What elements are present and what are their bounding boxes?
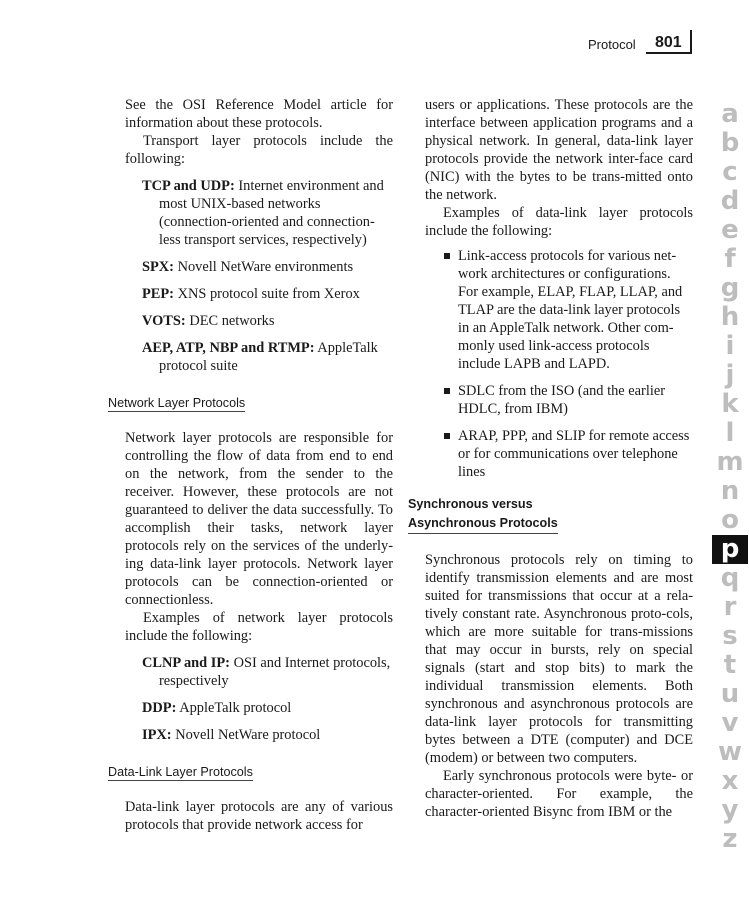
index-letter-c[interactable]: c [722,157,738,187]
definition-desc: XNS protocol suite from Xerox [177,286,360,302]
header-rule-horizontal [646,52,692,54]
index-letter-s[interactable]: s [722,621,738,651]
index-letter-i[interactable]: i [725,331,735,361]
index-letter-l[interactable]: l [725,418,735,448]
section-heading-text: Data-Link Layer Protocols [108,765,253,779]
index-letter-n[interactable]: n [720,476,740,506]
definition-desc: Novell NetWare protocol [175,727,321,743]
datalink-continued-paragraph: users or applications. These protocols are the interface between application programs and a physical network. In general, data-link layer protocols provide the network inter-face card (NIC) with the bytes to be trans-mitted onto the network. [425,97,693,203]
index-letter-y[interactable]: y [721,795,739,825]
left-column [108,96,393,834]
alphabet-index [712,100,748,854]
index-letter-v[interactable]: v [721,708,739,738]
transport-intro: Transport layer protocols include the following: [125,133,393,167]
index-letter-u[interactable]: u [720,679,740,709]
index-letter-x[interactable]: x [721,766,739,796]
bullet-item: ARAP, PPP, and SLIP for remote access or for communications over telephone lines [425,427,693,481]
index-letter-w[interactable]: w [717,737,743,767]
bullet-item: Link-access protocols for various net-work architectures or configurations. For example, ELAP, FLAP, LLAP, and TLAP are the data-link layer protocols in an AppleTalk network. Other com-monly used link-access protocols include LAPB and LAPD. [425,247,693,373]
definition-term: IPX: [142,727,172,743]
bullet-list [425,247,693,481]
definition-desc: AppleTalk protocol suite [159,340,378,374]
definition-term: CLNP and IP: [142,655,230,671]
definition-item [142,312,393,330]
definition-term: PEP: [142,286,174,302]
index-letter-j[interactable]: j [725,360,735,390]
network-examples-intro: Examples of network layer protocols include the following: [125,610,393,644]
sync-paragraph: Synchronous protocols rely on timing to identify transmission elements and are most suited for transmissions that occur at a rela-tively constant rate. Asynchronous proto-cols, which are more suitable for trans-missions that may occur in bursts, rely on special signals (start and stop bits) to mark the individual transmission elements. Both synchronous and asynchronous protocols are data-link layer protocols for transmitting bytes between a DTE (computer) and DCE (modem) or between two computers. [425,552,693,766]
section-heading-sync [408,495,693,534]
index-letter-f[interactable]: f [724,244,736,274]
index-letter-o[interactable]: o [721,505,739,535]
right-column [408,96,693,821]
bullet-item: SDLC from the ISO (and the earlier HDLC, from IBM) [425,382,693,418]
section-heading-line: Synchronous versus [408,497,533,511]
index-letter-h[interactable]: h [720,302,740,332]
intro-paragraph: See the OSI Reference Model article for information about these protocols. [125,97,393,131]
definition-item [142,699,393,717]
running-header-title: Protocol [588,37,636,52]
header-rule-vertical [690,30,692,54]
index-letter-t[interactable]: t [723,650,737,680]
definition-item [142,177,393,249]
definition-desc: Internet environment and most UNIX-based networks (connection-oriented and connection-less transport services, respectively) [159,178,384,248]
section-heading-text: Network Layer Protocols [108,396,246,410]
index-letter-b[interactable]: b [720,128,740,158]
definition-item [142,726,393,744]
network-paragraph: Network layer protocols are responsible for controlling the flow of data from end to end on the network, from the sender to the receiver. However, these protocols are not guaranteed to deliver the data successfully. To accomplish their tasks, network layer protocols rely on the services of the underly-ing data-link layer protocols. Network layer protocols can be connection-oriented or connectionless. [125,430,393,608]
definition-term: TCP and UDP: [142,178,235,194]
index-letter-z[interactable]: z [722,824,738,854]
definition-item [142,339,393,375]
datalink-examples-intro: Examples of data-link layer protocols include the following: [425,205,693,239]
section-heading-line: Asynchronous Protocols [408,514,558,534]
definition-desc: OSI and Internet protocols, respectively [159,655,391,689]
section-heading-network [108,394,393,412]
index-letter-p[interactable]: p [712,535,748,564]
definition-desc: AppleTalk protocol [179,700,292,716]
definition-term: SPX: [142,259,174,275]
definition-item [142,654,393,690]
definition-term: DDP: [142,700,177,716]
index-letter-g[interactable]: g [720,273,740,303]
page-number: 801 [655,34,682,51]
definition-term: VOTS: [142,313,186,329]
index-letter-r[interactable]: r [723,592,737,622]
index-letter-q[interactable]: q [720,563,740,593]
index-letter-a[interactable]: a [721,99,739,129]
index-letter-k[interactable]: k [721,389,739,419]
definition-item [142,258,393,276]
index-letter-e[interactable]: e [721,215,739,245]
definition-desc: DEC networks [189,313,275,329]
index-letter-d[interactable]: d [720,186,740,216]
section-heading-datalink [108,763,393,781]
datalink-paragraph: Data-link layer protocols are any of various protocols that provide network access for [125,799,393,833]
index-letter-m[interactable]: m [716,447,744,477]
definition-item [142,285,393,303]
sync-paragraph-2: Early synchronous protocols were byte- or character-oriented. For example, the character-oriented Bisync from IBM or the [425,768,693,820]
definition-desc: Novell NetWare environments [177,259,354,275]
definition-term: AEP, ATP, NBP and RTMP: [142,340,315,356]
